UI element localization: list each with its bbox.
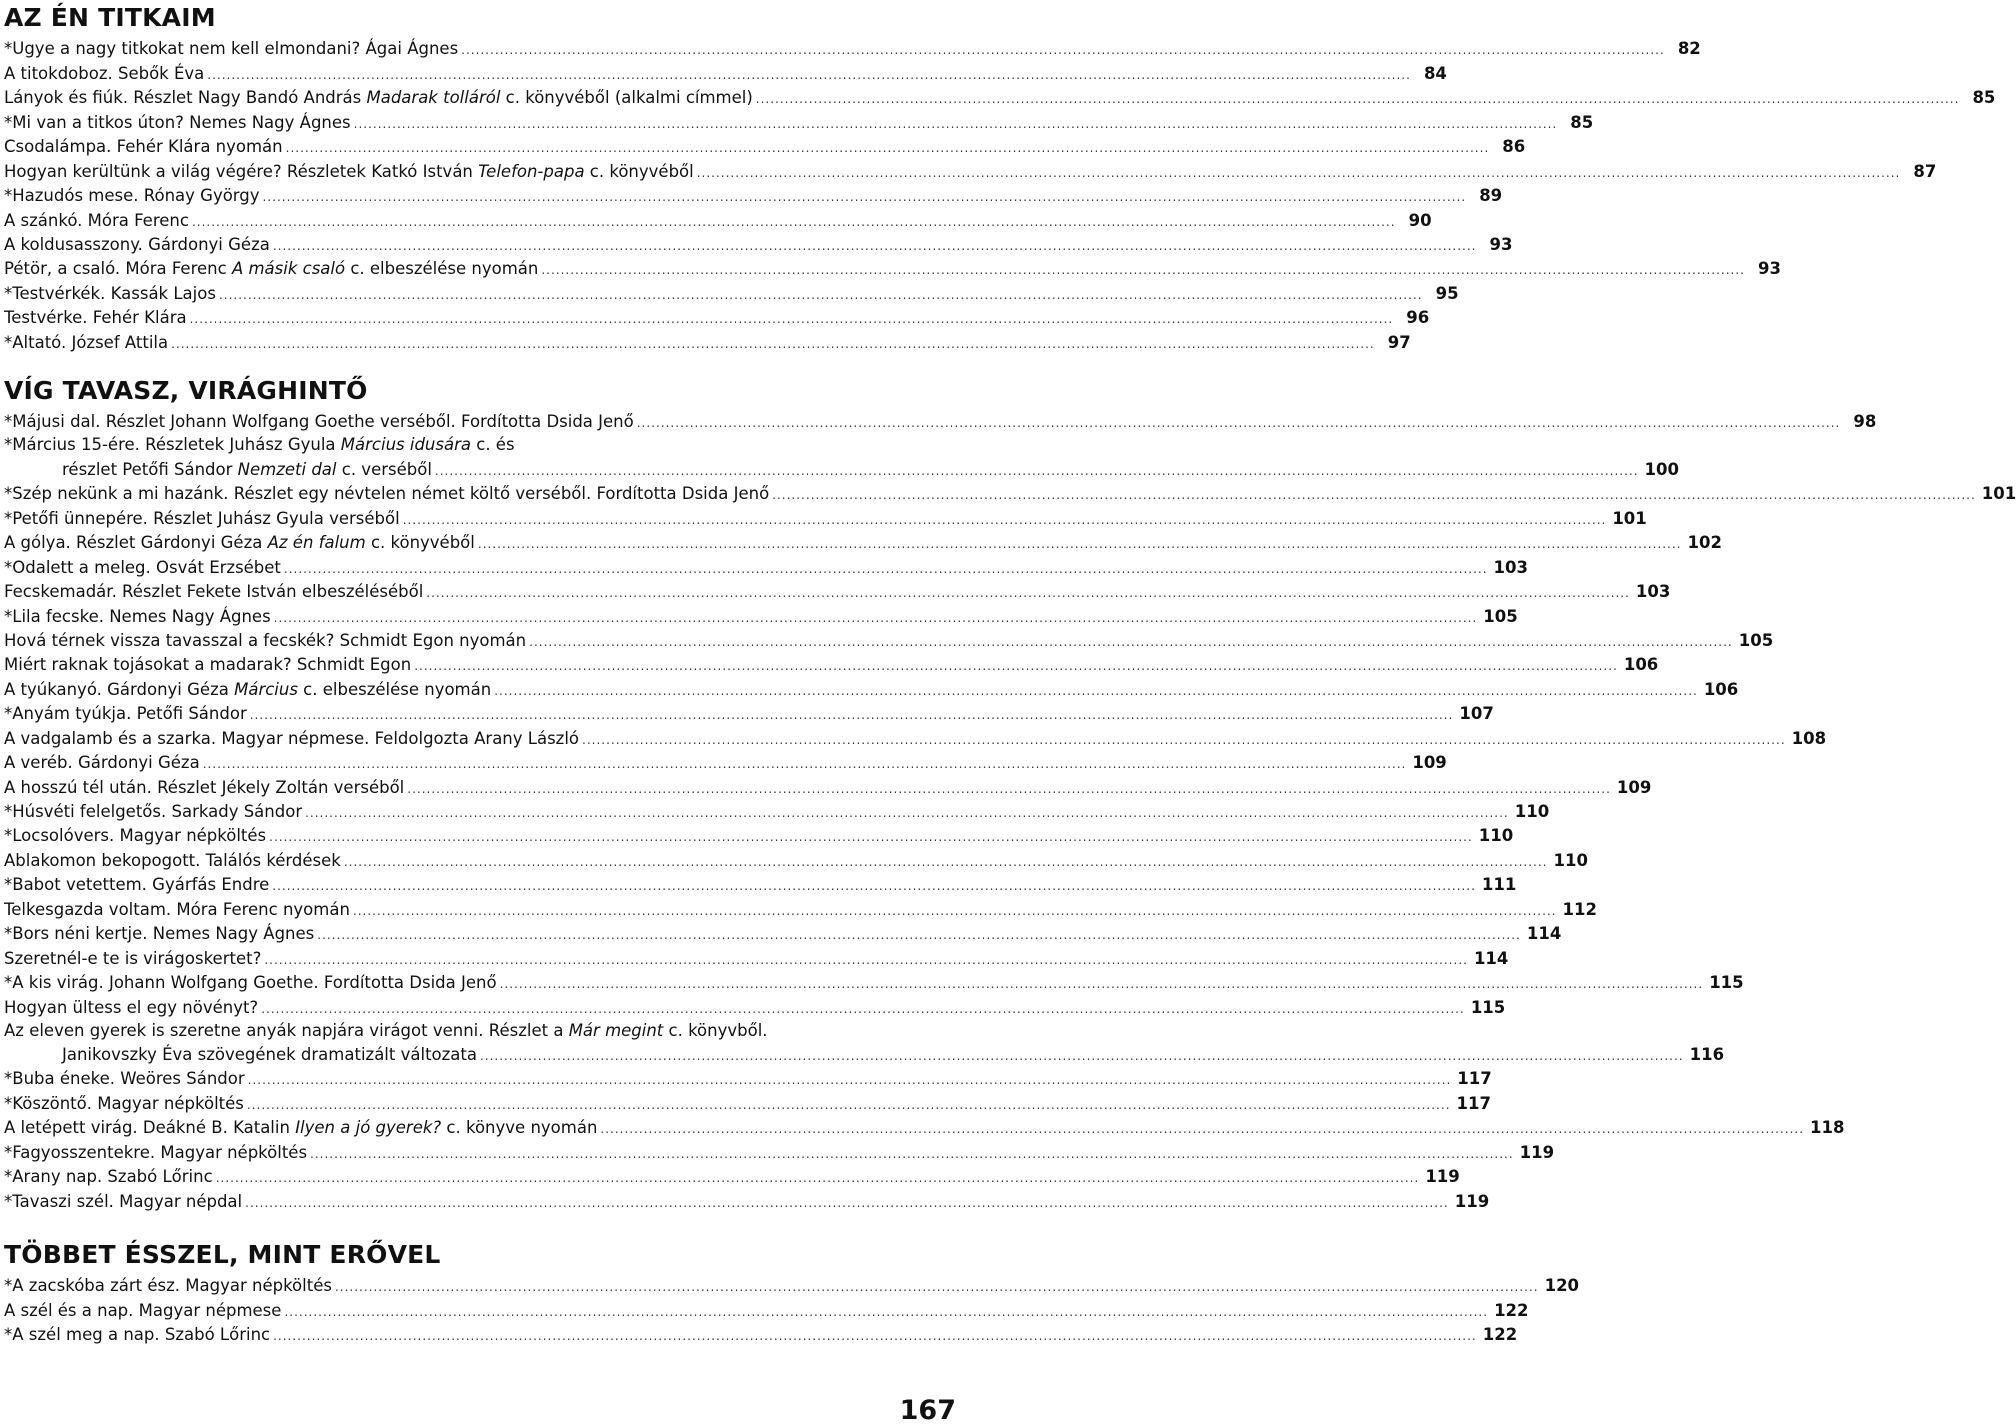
dot-leader — [426, 585, 1630, 601]
toc-entry — [4, 1320, 1518, 1345]
toc-entry — [4, 181, 1503, 206]
toc-entry — [4, 1162, 1460, 1187]
entry-italic-title: A másik csaló — [231, 259, 346, 279]
entry-list — [4, 34, 1996, 352]
entry-text — [4, 1192, 242, 1211]
dot-leader — [171, 336, 1375, 352]
entry-title: Pétör, a csaló. Móra Ferenc — [4, 259, 232, 279]
toc-entry — [4, 278, 1459, 303]
entry-page-number: 122 — [1494, 1300, 1529, 1320]
toc-entry — [4, 1295, 1529, 1320]
section-vig-tavasz-viraghinto — [4, 376, 2016, 1211]
entry-page-number: 120 — [1544, 1276, 1580, 1296]
toc-entry — [4, 83, 1996, 108]
entry-page-number: 115 — [1709, 973, 1744, 993]
entry-page-number: 100 — [1644, 459, 1679, 479]
entry-text — [4, 1094, 244, 1113]
entry-text — [4, 137, 283, 156]
entry-page-number: 84 — [1423, 63, 1447, 83]
entry-page-number: 103 — [1635, 582, 1671, 602]
dot-leader — [317, 927, 1521, 943]
entry-title: *Babot vetettem. Gyárfás Endre — [4, 875, 270, 895]
entry-title: Ablakomon bekopogott. Találós kérdések — [4, 850, 341, 870]
toc-entry — [4, 674, 1739, 699]
entry-title: Hová térnek vissza tavasszal a fecskék? Schmidt Egon nyomán — [4, 630, 527, 650]
entry-title-suffix: c. elbeszélése nyomán — [297, 679, 492, 699]
toc-entry — [4, 821, 1514, 846]
entry-page-number: 105 — [1738, 630, 1774, 650]
entry-page-number: 106 — [1703, 679, 1739, 699]
entry-text — [4, 88, 753, 107]
entry-page-number: 111 — [1481, 875, 1517, 895]
section-title: VÍG TAVASZ, VIRÁGHINTŐ — [4, 376, 368, 405]
entry-text — [4, 435, 515, 454]
entry-title: *Bors néni kertje. Nemes Nagy Ágnes — [4, 924, 315, 944]
entry-text — [4, 655, 411, 674]
toc-entry — [4, 34, 1701, 59]
dot-leader — [414, 658, 1618, 674]
toc-entry — [4, 407, 1877, 432]
entry-title: részlet Petőfi Sándor — [62, 459, 238, 479]
entry-page-number: 114 — [1473, 948, 1509, 968]
toc-entry — [4, 1088, 1491, 1113]
dot-leader — [245, 1195, 1449, 1211]
entry-title-suffix: c. és — [471, 435, 515, 455]
entry-title-suffix: c. könyvéből — [584, 161, 694, 181]
entry-title: Lányok és fiúk. Részlet Nagy Bandó András — [4, 88, 367, 108]
entry-title: *Szép nekünk a mi hazánk. Részlet egy névtelen német költő verséből. Fordította Dsida Jenő — [4, 484, 770, 504]
entry-title: Janikovszky Éva szövegének dramatizált változata — [62, 1044, 477, 1064]
section-title: TÖBBET ÉSSZEL, MINT ERŐVEL — [4, 1240, 441, 1269]
entry-page-number: 98 — [1853, 412, 1877, 432]
entry-page-number: 107 — [1459, 704, 1494, 724]
entry-page-number: 117 — [1457, 1069, 1492, 1089]
toc-entry — [4, 699, 1494, 724]
entry-text — [4, 949, 261, 968]
toc-entry — [4, 650, 1659, 675]
toc-entry — [4, 132, 1526, 157]
entry-title: A hosszú tél után. Részlet Jékely Zoltán verséből — [4, 777, 405, 797]
toc-entry — [4, 1271, 1580, 1296]
dot-leader — [273, 238, 1477, 254]
dot-leader — [248, 1072, 1452, 1088]
entry-title: *A szél meg a nap. Szabó Lőrinc — [4, 1325, 271, 1345]
entry-page-number: 101 — [1612, 508, 1647, 528]
entry-page-number: 89 — [1479, 186, 1503, 206]
entry-page-number: 118 — [1810, 1118, 1845, 1138]
entry-title: Miért raknak tojásokat a madarak? Schmidt Egon — [4, 655, 412, 675]
entry-italic-title: Az én falum — [267, 533, 366, 553]
dot-leader — [192, 214, 1396, 230]
entry-text — [4, 998, 258, 1017]
entry-title: A szánkó. Móra Ferenc — [4, 210, 189, 230]
entry-italic-title: Már megint — [568, 1020, 664, 1040]
entry-text — [4, 680, 491, 699]
entry-title: *Altató. József Attila — [4, 332, 169, 352]
entry-page-number: 114 — [1526, 924, 1562, 944]
entry-text — [4, 235, 270, 254]
entry-text — [4, 460, 432, 479]
entry-page-number: 96 — [1406, 308, 1430, 328]
entry-text — [4, 729, 579, 748]
entry-title: A koldusasszony. Gárdonyi Géza — [4, 234, 270, 254]
dot-leader — [354, 116, 1558, 132]
dot-leader — [272, 878, 1476, 894]
toc-entry — [4, 205, 1432, 230]
entry-title-suffix: c. elbeszélése nyomán — [345, 259, 539, 279]
entry-title: Fecskemadár. Részlet Fekete István elbeszéléséből — [4, 582, 424, 602]
section-az-en-titkaim — [4, 3, 1996, 352]
entry-title: *Ugye a nagy titkokat nem kell elmondani? Ágai Ágnes — [4, 39, 459, 59]
entry-text — [4, 211, 189, 230]
entry-page-number: 115 — [1470, 997, 1506, 1017]
entry-text — [4, 558, 281, 577]
entry-text — [4, 924, 314, 943]
entry-text — [4, 1276, 332, 1295]
entry-page-number: 85 — [1972, 88, 1996, 108]
entry-page-number: 97 — [1387, 332, 1411, 352]
toc-entry — [4, 894, 1597, 919]
entry-text — [4, 631, 526, 650]
toc-entry — [4, 58, 1447, 83]
toc-entry — [4, 748, 1447, 773]
toc-entry — [4, 626, 1774, 650]
entry-page-number: 116 — [1689, 1044, 1725, 1064]
dot-leader — [261, 1001, 1465, 1017]
toc-entry — [4, 107, 1594, 132]
dot-leader — [461, 42, 1665, 58]
dot-leader — [263, 189, 1467, 205]
toc-entry — [4, 772, 1652, 797]
toc-entry — [4, 552, 1528, 577]
dot-leader — [529, 634, 1733, 650]
entry-italic-title: Március — [234, 679, 298, 699]
dot-leader — [600, 1121, 1804, 1137]
entry-page-number: 93 — [1758, 259, 1781, 279]
section-title: AZ ÉN TITKAIM — [4, 3, 216, 32]
dot-leader — [541, 262, 1745, 278]
entry-text — [4, 704, 247, 723]
entry-text — [4, 1045, 477, 1064]
entry-title: Hogyan kerültünk a világ végére? Részletek Katkó István — [4, 161, 479, 181]
toc-entry — [4, 1113, 1845, 1138]
entry-text — [4, 826, 266, 845]
dot-leader — [335, 1279, 1539, 1295]
entry-title: *Lila fecske. Nemes Nagy Ágnes — [4, 606, 271, 626]
entry-page-number: 108 — [1791, 728, 1827, 748]
entry-page-number: 109 — [1412, 753, 1447, 773]
toc-entry — [4, 454, 1679, 479]
entry-text — [4, 1167, 213, 1186]
entry-title: Hogyan ültess el egy növényt? — [4, 997, 259, 1017]
dot-leader — [264, 952, 1468, 968]
dot-leader — [219, 287, 1423, 303]
entry-list — [4, 407, 2016, 1211]
entry-italic-title: Madarak tolláról — [366, 88, 501, 108]
entry-text — [4, 509, 400, 528]
toc-entry — [4, 230, 1513, 254]
entry-title: *Köszöntő. Magyar népköltés — [4, 1093, 244, 1113]
entry-title: *Petőfi ünnepére. Részlet Juhász Gyula verséből — [4, 508, 400, 528]
entry-title-suffix: c. könyvéből (alkalmi címmel) — [500, 88, 753, 108]
toc-entry — [4, 723, 1827, 748]
entry-text — [4, 802, 302, 821]
entry-title: Testvérke. Fehér Klára — [4, 308, 187, 328]
toc-entry — [4, 1064, 1492, 1089]
entry-text — [4, 186, 260, 205]
entry-text — [4, 778, 404, 797]
entry-page-number: 101 — [1981, 484, 2016, 504]
entry-title: Szeretnél-e te is virágoskertet? — [4, 948, 262, 968]
entry-text — [4, 1143, 307, 1162]
entry-page-number: 86 — [1502, 137, 1526, 157]
entry-title: Telkesgazda voltam. Móra Ferenc nyomán — [4, 899, 350, 919]
toc-entry — [4, 327, 1411, 352]
dot-leader — [582, 732, 1786, 748]
entry-list — [4, 1271, 1580, 1345]
entry-text — [4, 284, 216, 303]
entry-page-number: 110 — [1478, 826, 1514, 846]
toc-entry — [4, 1186, 1490, 1211]
entry-title: *Húsvéti felelgetős. Sarkady Sándor — [4, 802, 303, 821]
dot-leader — [247, 1097, 1451, 1113]
entry-page-number: 117 — [1456, 1093, 1491, 1113]
entry-text — [4, 900, 350, 919]
toc-entry — [4, 943, 1509, 968]
toc-entry — [4, 254, 1781, 279]
entry-page-number: 119 — [1425, 1167, 1460, 1187]
dot-leader — [480, 1048, 1684, 1064]
dot-leader — [500, 976, 1704, 992]
dot-leader — [284, 1304, 1488, 1320]
entry-title: *Hazudós mese. Rónay György — [4, 186, 260, 206]
entry-text — [4, 851, 341, 870]
entry-page-number: 85 — [1570, 112, 1594, 132]
entry-text — [4, 333, 168, 352]
entry-title-suffix: c. könyve nyomán — [441, 1118, 598, 1138]
dot-leader — [310, 1146, 1514, 1162]
entry-title: A vadgalamb és a szarka. Magyar népmese. Feldolgozta Arany László — [4, 728, 580, 748]
entry-title: A szél és a nap. Magyar népmese — [4, 1300, 282, 1320]
entry-text — [4, 162, 694, 181]
entry-title: *Testvérkék. Kassák Lajos — [4, 283, 216, 303]
dot-leader — [269, 829, 1473, 845]
entry-text — [4, 308, 187, 327]
entry-title: *Májusi dal. Részlet Johann Wolfgang Goethe verséből. Fordította Dsida Jenő — [4, 412, 634, 432]
entry-text — [4, 39, 458, 58]
toc-entry — [4, 797, 1550, 821]
dot-leader — [207, 67, 1411, 83]
toc-entry — [4, 503, 1647, 528]
entry-text — [4, 753, 200, 772]
toc-entry — [4, 303, 1430, 328]
entry-page-number: 87 — [1913, 161, 1937, 181]
dot-leader — [216, 1170, 1420, 1186]
entry-title: Csodalámpa. Fehér Klára nyomán — [4, 137, 283, 157]
entry-page-number: 112 — [1562, 899, 1597, 919]
entry-page-number: 93 — [1489, 234, 1513, 254]
page-number: 167 — [899, 1395, 956, 1426]
entry-title-suffix: c. verséből — [336, 459, 432, 479]
entry-title: *A kis virág. Johann Wolfgang Goethe. Fordította Dsida Jenő — [4, 973, 497, 993]
entry-title: *A zacskóba zárt ész. Magyar népköltés — [4, 1276, 332, 1296]
dot-leader — [284, 561, 1488, 577]
dot-leader — [407, 781, 1611, 797]
toc-entry — [4, 919, 1562, 944]
entry-text — [4, 1301, 281, 1320]
toc-entry — [4, 577, 1671, 602]
entry-page-number: 105 — [1483, 606, 1518, 626]
entry-title: *Arany nap. Szabó Lőrinc — [4, 1167, 213, 1187]
entry-text — [4, 412, 634, 431]
entry-title: *Fagyosszentekre. Magyar népköltés — [4, 1142, 308, 1162]
dot-leader — [772, 487, 1976, 503]
entry-text — [4, 582, 423, 601]
entry-page-number: 110 — [1553, 850, 1588, 870]
dot-leader — [478, 536, 1682, 552]
entry-italic-title: Március idusára — [340, 435, 471, 455]
dot-leader — [403, 512, 1607, 528]
entry-text — [4, 64, 204, 83]
dot-leader — [273, 1328, 1477, 1344]
dot-leader — [203, 756, 1407, 772]
entry-text — [4, 607, 271, 626]
entry-title: A veréb. Gárdonyi Géza — [4, 753, 200, 773]
entry-title: *Tavaszi szél. Magyar népdal — [4, 1191, 243, 1211]
toc-entry — [4, 479, 2016, 504]
dot-leader — [637, 415, 1841, 431]
dot-leader — [286, 140, 1490, 156]
entry-page-number: 103 — [1493, 557, 1528, 577]
entry-title: *Mi van a titkos úton? Nemes Nagy Ágnes — [4, 112, 351, 132]
toc-entry — [4, 870, 1517, 895]
entry-italic-title: Telefon-papa — [478, 161, 585, 181]
entry-page-number: 82 — [1677, 39, 1701, 59]
entry-title: *Odalett a meleg. Osvát Erzsébet — [4, 557, 281, 577]
entry-title-suffix: c. könyvéből — [365, 533, 475, 553]
entry-page-number: 109 — [1616, 777, 1652, 797]
entry-title: A letépett virág. Deákné B. Katalin — [4, 1118, 296, 1138]
entry-title: *Buba éneke. Weöres Sándor — [4, 1069, 245, 1089]
entry-text — [4, 533, 475, 552]
dot-leader — [435, 463, 1639, 479]
entry-text — [4, 484, 769, 503]
dot-leader — [250, 707, 1454, 723]
entry-page-number: 95 — [1435, 283, 1459, 303]
section-tobbet-esszel-mint-erovel — [4, 1240, 1580, 1345]
entry-italic-title: Nemzeti dal — [237, 459, 337, 479]
toc-entry — [4, 528, 1722, 553]
toc-entry — [4, 601, 1518, 626]
entry-page-number: 106 — [1623, 655, 1659, 675]
entry-title: *Anyám tyúkja. Petőfi Sándor — [4, 704, 247, 724]
toc-entry — [4, 1137, 1555, 1162]
toc-entry — [4, 1040, 1725, 1064]
toc-entry — [4, 992, 1506, 1017]
dot-leader — [756, 91, 1960, 107]
entry-page-number: 110 — [1514, 802, 1550, 821]
entry-text — [4, 1021, 768, 1040]
entry-text — [4, 1325, 270, 1344]
entry-text — [4, 1069, 245, 1088]
dot-leader — [494, 683, 1698, 699]
dot-leader — [305, 805, 1509, 821]
dot-leader — [353, 903, 1557, 919]
dot-leader — [344, 854, 1548, 870]
entry-text — [4, 259, 538, 278]
entry-title: A titokdoboz. Sebők Éva — [4, 63, 205, 83]
dot-leader — [697, 165, 1901, 181]
entry-page-number: 119 — [1454, 1191, 1490, 1211]
toc-entry — [4, 968, 1744, 993]
entry-page-number: 90 — [1408, 210, 1432, 230]
toc-entry — [4, 845, 1588, 870]
entry-title: A tyúkanyó. Gárdonyi Géza — [4, 679, 235, 699]
entry-italic-title: Ilyen a jó gyerek? — [295, 1118, 442, 1138]
entry-text — [4, 973, 497, 992]
entry-page-number: 102 — [1687, 533, 1722, 553]
toc-entry — [4, 431, 956, 454]
entry-text — [4, 113, 351, 132]
entry-title: *Locsolóvers. Magyar népköltés — [4, 826, 267, 846]
entry-page-number: 122 — [1482, 1325, 1518, 1345]
entry-text — [4, 875, 269, 894]
entry-text — [4, 1118, 597, 1137]
entry-title: Az eleven gyerek is szeretne anyák napjára virágot venni. Részlet a — [4, 1020, 569, 1040]
dot-leader — [190, 311, 1394, 327]
entry-page-number: 119 — [1519, 1142, 1555, 1162]
entry-title: *Március 15-ére. Részletek Juhász Gyula — [4, 435, 341, 455]
dot-leader — [274, 610, 1478, 626]
entry-title: A gólya. Részlet Gárdonyi Géza — [4, 533, 268, 553]
entry-title-suffix: c. könyvből. — [663, 1020, 768, 1040]
toc-entry — [4, 1017, 956, 1040]
toc-entry — [4, 156, 1937, 181]
